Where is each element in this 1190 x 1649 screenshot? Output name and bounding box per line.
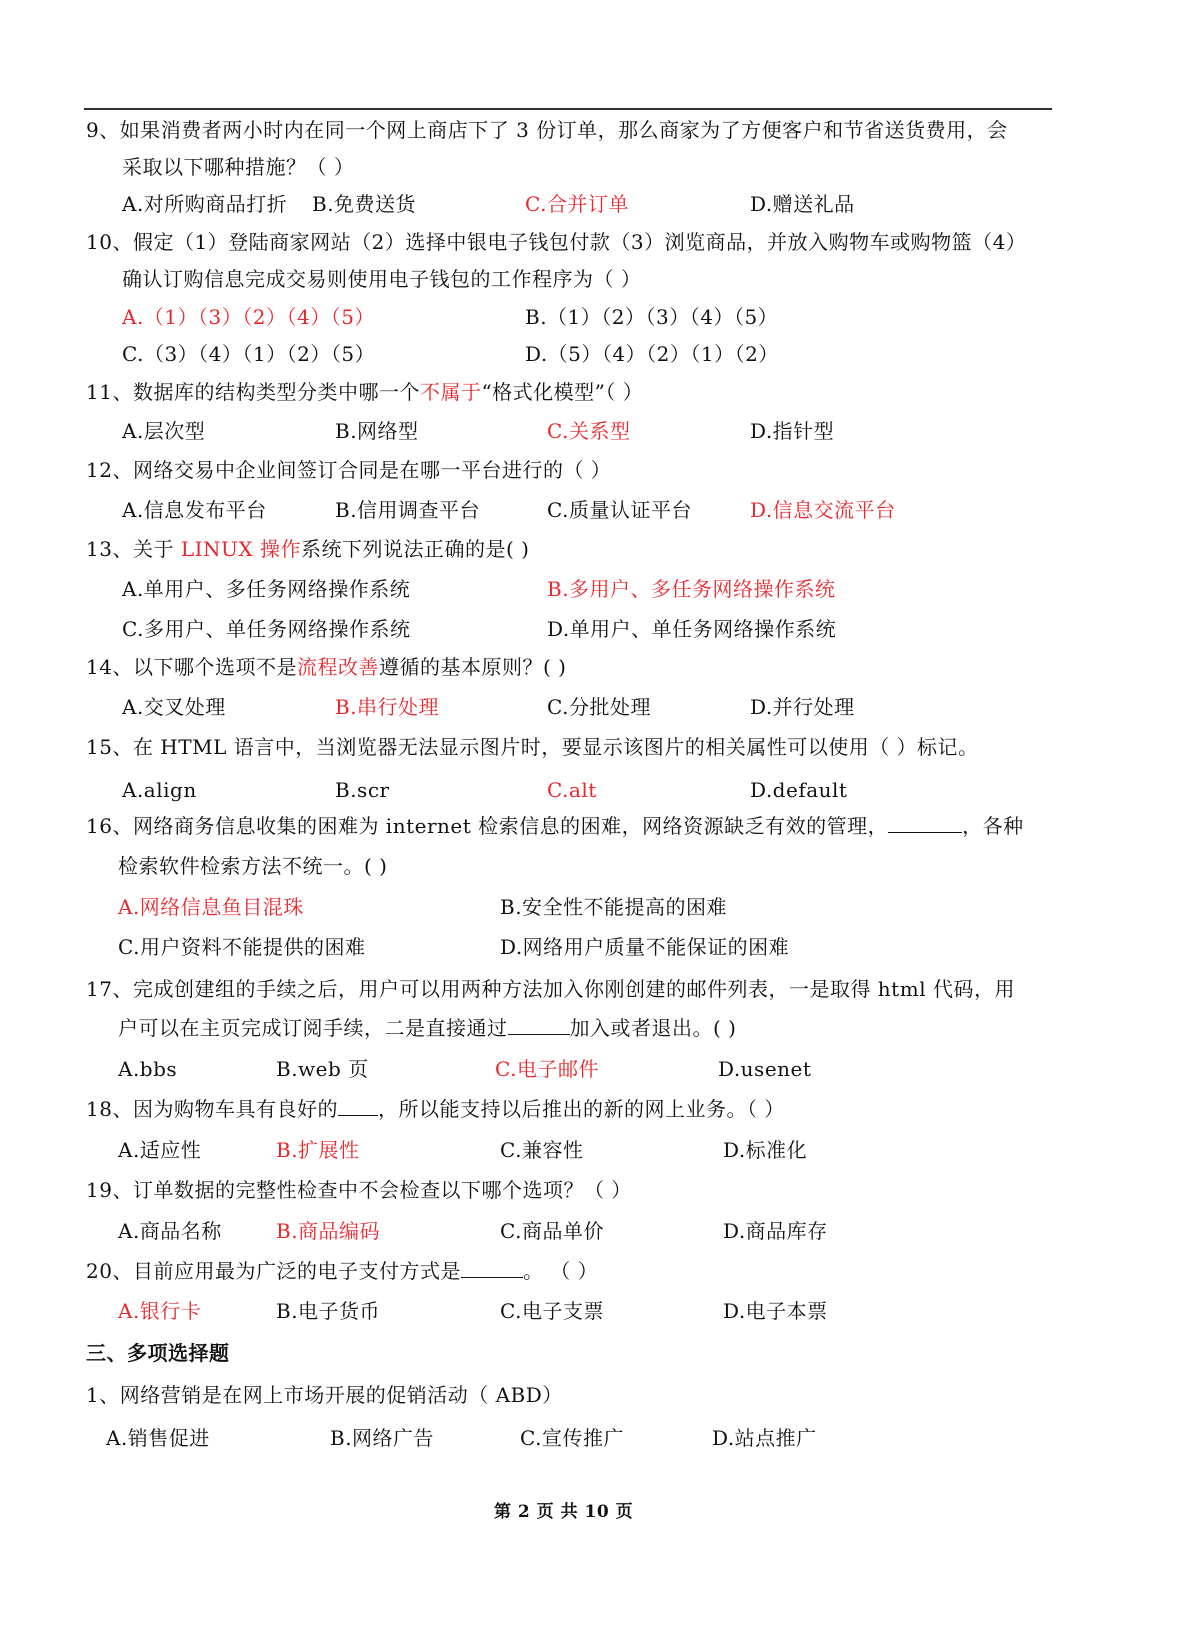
q16-option-d: D.网络用户质量不能保证的困难	[500, 935, 790, 959]
q19-option-b-answer: B.商品编码	[276, 1219, 381, 1243]
s3-q1-option-a: A.销售促进	[106, 1426, 210, 1450]
q17-option-b: B.web 页	[276, 1057, 369, 1081]
q11-option-d: D.指针型	[750, 419, 835, 443]
q20-option-d: D.电子本票	[723, 1299, 828, 1323]
s3-q1-option-c: C.宣传推广	[520, 1426, 624, 1450]
q9-option-a: A.对所购商品打折	[122, 192, 288, 216]
q10-stem-line1: 10、假定（1）登陆商家网站（2）选择中银电子钱包付款（3）浏览商品，并放入购物车或购物篮（4）	[86, 230, 1027, 254]
q9-option-b: B.免费送货	[312, 192, 417, 216]
q16-stem-line2: 检索软件检索方法不统一。( )	[118, 854, 388, 878]
s3-q1-option-d: D.站点推广	[712, 1426, 817, 1450]
q10-option-c: C.（3）（4）（1）（2）（5）	[122, 342, 376, 366]
q12-option-a: A.信息发布平台	[122, 498, 267, 522]
q15-option-b: B.scr	[335, 778, 390, 802]
page-footer: 第 2 页 共 10 页	[494, 1502, 634, 1522]
q11-option-b: B.网络型	[335, 419, 419, 443]
q14-option-b-answer: B.串行处理	[335, 695, 440, 719]
q18-fill-blank	[338, 1095, 378, 1116]
q13-stem-pre: 13、关于	[86, 537, 181, 561]
q18-stem-pre: 18、因为购物车具有良好的	[86, 1097, 338, 1121]
q13-stem-post: 系统下列说法正确的是( )	[300, 537, 530, 561]
q20-option-c: C.电子支票	[500, 1299, 604, 1323]
q13-stem-highlight: LINUX 操作	[180, 537, 301, 561]
q14-option-c: C.分批处理	[547, 695, 651, 719]
q9-option-d: D.赠送礼品	[750, 192, 855, 216]
q17-stem-line1: 17、完成创建组的手续之后，用户可以用两种方法加入你刚创建的邮件列表，一是取得 html 代码，用	[86, 977, 1015, 1001]
q10-option-b: B.（1）（2）（3）（4）（5）	[525, 305, 779, 329]
q16-option-b: B.安全性不能提高的困难	[500, 895, 728, 919]
q14-option-a: A.交叉处理	[122, 695, 226, 719]
q17-option-a: A.bbs	[118, 1057, 178, 1081]
q16-option-a-answer: A.网络信息鱼目混珠	[118, 895, 304, 919]
q10-stem-line2: 确认订购信息完成交易则使用电子钱包的工作程序为（ ）	[122, 267, 642, 291]
q17-option-c-answer: C.电子邮件	[495, 1057, 599, 1081]
q14-stem-highlight: 流程改善	[296, 655, 379, 679]
q10-option-d: D.（5）（4）（2）（1）（2）	[525, 342, 779, 366]
q11-option-c-answer: C.关系型	[547, 419, 631, 443]
q18-option-d: D.标准化	[723, 1138, 808, 1162]
q14-stem-post: 遵循的基本原则？( )	[378, 655, 567, 679]
s3-q1-option-b: B.网络广告	[330, 1426, 435, 1450]
q20-option-a-answer: A.银行卡	[118, 1299, 202, 1323]
q18-stem-post: ，所以能支持以后推出的新的网上业务。（ ）	[377, 1097, 785, 1121]
q11-stem-highlight: 不属于	[419, 380, 482, 404]
q19-option-c: C.商品单价	[500, 1219, 604, 1243]
q12-stem: 12、网络交易中企业间签订合同是在哪一平台进行的（ ）	[86, 458, 612, 482]
q19-option-d: D.商品库存	[723, 1219, 828, 1243]
q17-stem-line2	[118, 1014, 736, 1042]
q18-option-b-answer: B.扩展性	[276, 1138, 360, 1162]
q11-stem	[86, 378, 643, 406]
q9-stem-line2: 采取以下哪种措施？（ ）	[122, 155, 355, 179]
q9-option-c-answer: C.合并订单	[525, 192, 629, 216]
q16-option-c: C.用户资料不能提供的困难	[118, 935, 366, 959]
q12-option-b: B.信用调查平台	[335, 498, 481, 522]
q15-option-d: D.default	[750, 778, 848, 802]
q16-stem-pre: 16、网络商务信息收集的困难为 internet 检索信息的困难，网络资源缺乏有效的管理，	[86, 814, 889, 838]
q15-option-c-answer: C.alt	[547, 778, 597, 802]
q19-stem: 19、订单数据的完整性检查中不会检查以下哪个选项？（ ）	[86, 1178, 632, 1202]
q17-stem-pre: 户可以在主页完成订阅手续，二是直接通过	[118, 1016, 508, 1040]
q20-stem-post: 。 （ ）	[522, 1259, 599, 1283]
q13-option-b-answer: B.多用户、多任务网络操作系统	[547, 577, 836, 601]
q10-option-a-answer: A.（1）（3）（2）（4）（5）	[122, 305, 375, 329]
q15-option-a: A.align	[122, 778, 197, 802]
q20-fill-blank	[461, 1257, 523, 1278]
q19-option-a: A.商品名称	[118, 1219, 222, 1243]
q14-option-d: D.并行处理	[750, 695, 855, 719]
header-rule	[84, 108, 1052, 110]
q16-stem-line1	[86, 812, 1024, 840]
q13-option-d: D.单用户、单任务网络操作系统	[547, 617, 837, 641]
q17-option-d: D.usenet	[718, 1057, 812, 1081]
q14-stem	[86, 653, 566, 681]
q12-option-d-answer: D.信息交流平台	[750, 498, 896, 522]
q18-option-c: C.兼容性	[500, 1138, 584, 1162]
q17-stem-post: 加入或者退出。( )	[569, 1016, 737, 1040]
q12-option-c: C.质量认证平台	[547, 498, 692, 522]
q9-stem-line1: 9、如果消费者两小时内在同一个网上商店下了 3 份订单，那么商家为了方便客户和节省送货费用，会	[86, 118, 1008, 142]
q16-stem-post: ，各种	[962, 814, 1024, 838]
q11-stem-pre: 11、数据库的结构类型分类中哪一个	[86, 380, 420, 404]
q13-stem	[86, 535, 529, 563]
section-heading: 三、多项选择题	[86, 1341, 230, 1365]
q18-option-a: A.适应性	[118, 1138, 202, 1162]
q11-stem-post: “格式化模型”（ ）	[481, 380, 644, 404]
q13-option-c: C.多用户、单任务网络操作系统	[122, 617, 411, 641]
q16-fill-blank	[888, 812, 962, 833]
q20-stem	[86, 1257, 598, 1285]
s3-q1-stem: 1、网络营销是在网上市场开展的促销活动（ ABD）	[86, 1383, 563, 1407]
q15-stem: 15、在 HTML 语言中，当浏览器无法显示图片时，要显示该图片的相关属性可以使用（ ）标记。	[86, 735, 979, 759]
q11-option-a: A.层次型	[122, 419, 206, 443]
q20-option-b: B.电子货币	[276, 1299, 381, 1323]
q20-stem-pre: 20、目前应用最为广泛的电子支付方式是	[86, 1259, 461, 1283]
q17-fill-blank	[508, 1014, 570, 1035]
q13-option-a: A.单用户、多任务网络操作系统	[122, 577, 411, 601]
q14-stem-pre: 14、以下哪个选项不是	[86, 655, 297, 679]
q18-stem	[86, 1095, 785, 1123]
